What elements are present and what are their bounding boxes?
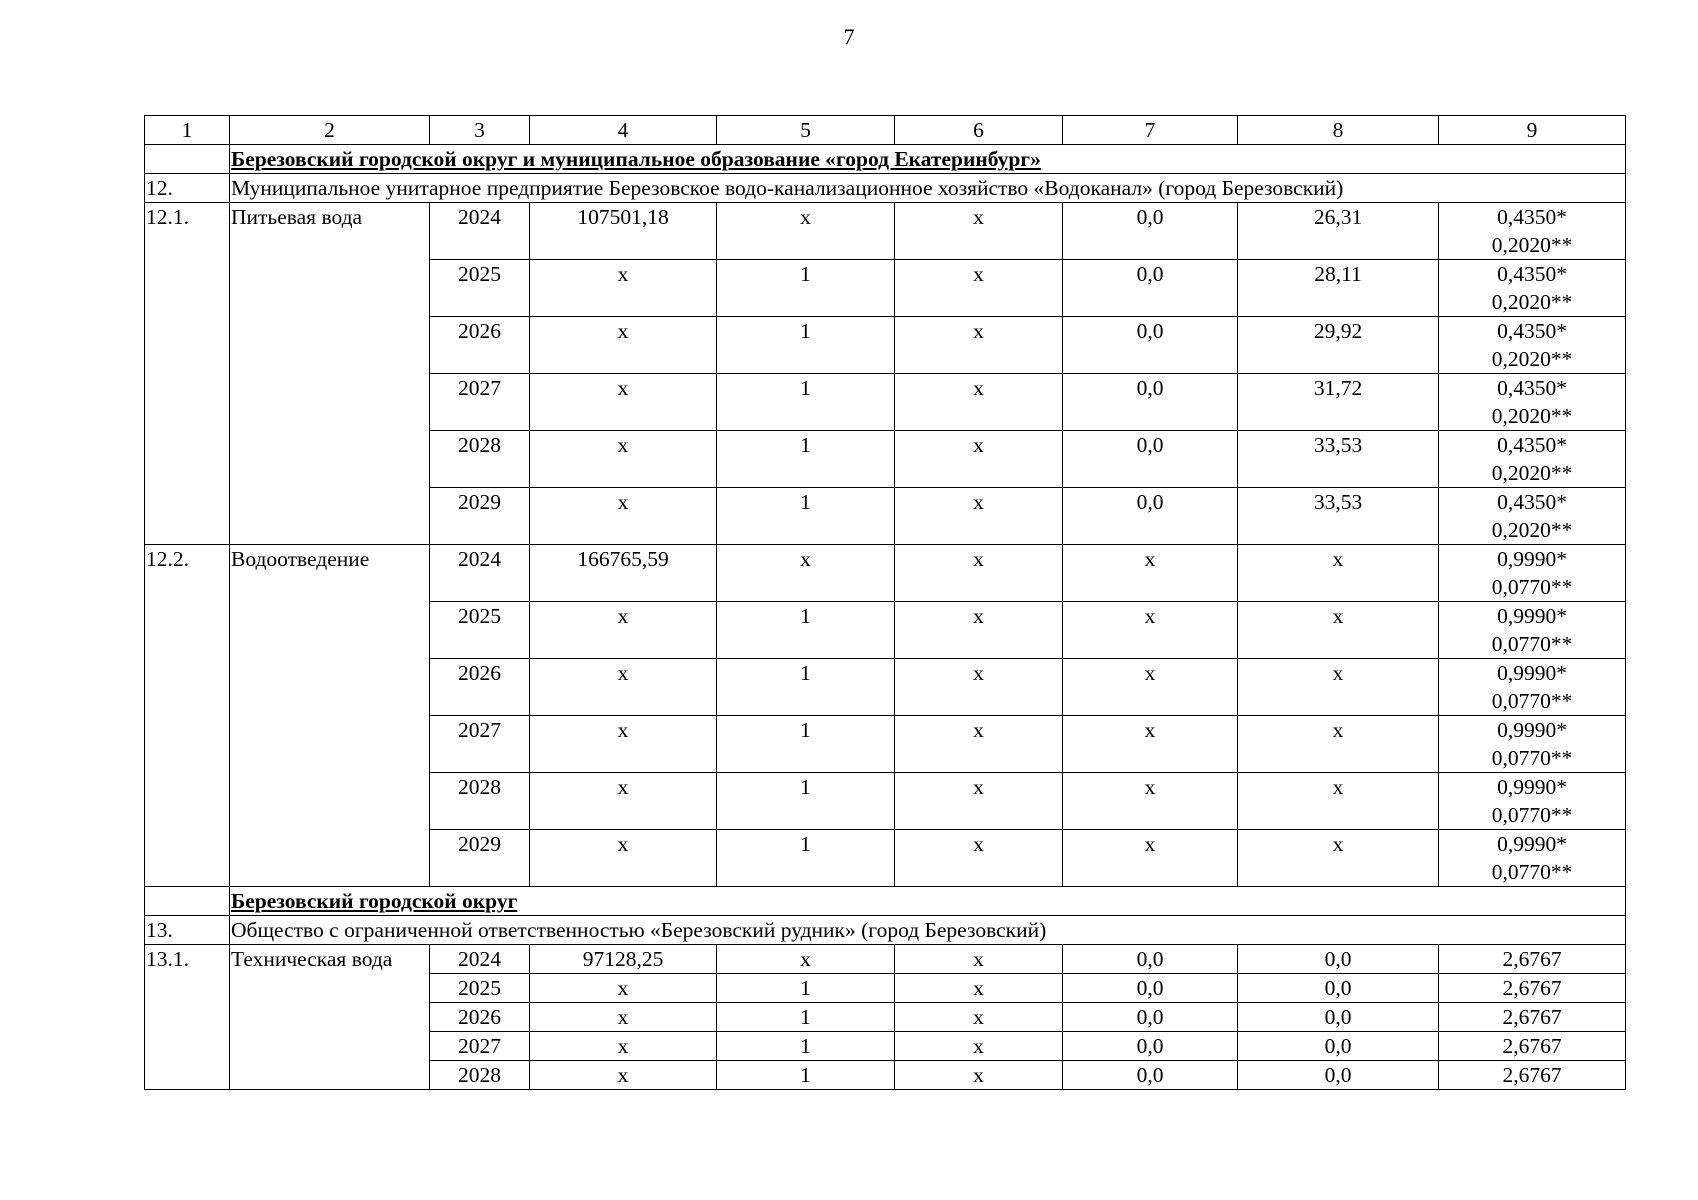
table-cell: x: [1063, 773, 1238, 830]
table-cell: 1: [717, 773, 895, 830]
rate-value-primary: 0,9990*: [1497, 775, 1567, 799]
table-cell: x: [895, 773, 1063, 830]
table-cell: 1: [717, 716, 895, 773]
table-cell: 0,0: [1063, 945, 1238, 974]
rate-value-primary: 0,4350*: [1497, 376, 1567, 400]
table-cell: 2026: [430, 317, 530, 374]
table-cell: x: [895, 1003, 1063, 1032]
header-row: [145, 116, 1626, 145]
item-name: Техническая вода: [230, 945, 430, 1090]
table-cell: 0,0: [1238, 1061, 1439, 1090]
table-cell: 26,31: [1238, 203, 1439, 260]
column-header: 2: [230, 116, 430, 145]
table-cell: 0,0: [1063, 203, 1238, 260]
rate-cell: [1439, 374, 1626, 431]
rate-value-secondary: 0,0770**: [1491, 689, 1573, 713]
table-cell: x: [530, 1032, 717, 1061]
rate-value-secondary: 0,2020**: [1491, 290, 1573, 314]
table-cell: 1: [717, 1003, 895, 1032]
table-cell: 2025: [430, 974, 530, 1003]
section-title: Березовский городской округ: [230, 887, 1626, 916]
column-header: 7: [1063, 116, 1238, 145]
table-cell: 33,53: [1238, 488, 1439, 545]
table-cell: 2029: [430, 830, 530, 887]
table-cell: x: [1238, 716, 1439, 773]
table-cell: 0,0: [1063, 260, 1238, 317]
table-cell: 0,0: [1063, 431, 1238, 488]
table-cell: [145, 887, 230, 916]
table-cell: 0,0: [1063, 1003, 1238, 1032]
rate-value-primary: 0,4350*: [1497, 262, 1567, 286]
rate-cell: [1439, 317, 1626, 374]
rate-value-secondary: 0,0770**: [1491, 575, 1573, 599]
table-cell: x: [530, 317, 717, 374]
table-cell: 2024: [430, 945, 530, 974]
column-header: 8: [1238, 116, 1439, 145]
section-title-row: [145, 887, 1626, 916]
rate-value-primary: 0,9990*: [1497, 832, 1567, 856]
table-cell: x: [895, 602, 1063, 659]
table-cell: 0,0: [1238, 945, 1439, 974]
rate-cell: [1439, 830, 1626, 887]
table-cell: 0,0: [1238, 974, 1439, 1003]
table-cell: x: [1063, 716, 1238, 773]
table-cell: 29,92: [1238, 317, 1439, 374]
item-number: 12.1.: [145, 203, 230, 545]
table-cell: 0,0: [1063, 1032, 1238, 1061]
table-cell: x: [1063, 602, 1238, 659]
table-cell: x: [895, 1061, 1063, 1090]
rate-value-secondary: 0,2020**: [1491, 233, 1573, 257]
table-cell: x: [530, 974, 717, 1003]
table-cell: 166765,59: [530, 545, 717, 602]
rate-cell: [1439, 545, 1626, 602]
table-cell: x: [895, 1032, 1063, 1061]
item-name: Водоотведение: [230, 545, 430, 887]
table-cell: 2026: [430, 659, 530, 716]
table-cell: x: [895, 945, 1063, 974]
table-cell: 31,72: [1238, 374, 1439, 431]
table-cell: 107501,18: [530, 203, 717, 260]
table-cell: 0,0: [1063, 974, 1238, 1003]
table-cell: 1: [717, 974, 895, 1003]
column-header: 3: [430, 116, 530, 145]
table-cell: x: [530, 431, 717, 488]
table-cell: x: [895, 431, 1063, 488]
table-cell: x: [1063, 830, 1238, 887]
table-row: [145, 203, 1626, 260]
rate-value-primary: 0,9990*: [1497, 718, 1567, 742]
table-cell: 1: [717, 602, 895, 659]
rate-cell: [1439, 260, 1626, 317]
item-number: 13.1.: [145, 945, 230, 1090]
column-header: 5: [717, 116, 895, 145]
organization-number: 12.: [145, 174, 230, 203]
table-cell: x: [530, 602, 717, 659]
column-header: 1: [145, 116, 230, 145]
column-header: 9: [1439, 116, 1626, 145]
rate-cell: [1439, 488, 1626, 545]
table-cell: x: [895, 260, 1063, 317]
table-cell: x: [1238, 659, 1439, 716]
table-cell: x: [717, 203, 895, 260]
column-header: 4: [530, 116, 717, 145]
rate-value-secondary: 0,2020**: [1491, 518, 1573, 542]
table-cell: 97128,25: [530, 945, 717, 974]
table-cell: x: [895, 374, 1063, 431]
table-cell: x: [1238, 545, 1439, 602]
table-cell: 2028: [430, 1061, 530, 1090]
table-cell: 2024: [430, 203, 530, 260]
table-row: [145, 945, 1626, 974]
rate-cell: [1439, 203, 1626, 260]
table-cell: 28,11: [1238, 260, 1439, 317]
section-title: Березовский городской округ и муниципальное образование «город Екатеринбург»: [230, 145, 1626, 174]
rate-cell: 2,6767: [1439, 1032, 1626, 1061]
table-cell: x: [1063, 659, 1238, 716]
table-cell: x: [717, 545, 895, 602]
table-cell: x: [1063, 545, 1238, 602]
table-cell: 2029: [430, 488, 530, 545]
table-cell: 2026: [430, 1003, 530, 1032]
table-cell: 0,0: [1063, 1061, 1238, 1090]
section-title-row: [145, 145, 1626, 174]
table-cell: x: [530, 374, 717, 431]
rate-value-primary: 0,9990*: [1497, 661, 1567, 685]
table-cell: 1: [717, 317, 895, 374]
item-number: 12.2.: [145, 545, 230, 887]
table-cell: 0,0: [1238, 1032, 1439, 1061]
rate-cell: [1439, 716, 1626, 773]
table-cell: x: [895, 545, 1063, 602]
table-cell: 1: [717, 830, 895, 887]
page-number: 7: [843, 24, 855, 49]
table-cell: x: [530, 488, 717, 545]
table-cell: x: [895, 203, 1063, 260]
table-cell: x: [895, 716, 1063, 773]
organization-number: 13.: [145, 916, 230, 945]
table-cell: x: [530, 830, 717, 887]
rate-value-secondary: 0,2020**: [1491, 347, 1573, 371]
rate-cell: 2,6767: [1439, 945, 1626, 974]
table-row: [145, 545, 1626, 602]
table-cell: 0,0: [1063, 317, 1238, 374]
table-cell: 2025: [430, 602, 530, 659]
rate-value-secondary: 0,0770**: [1491, 746, 1573, 770]
table-cell: x: [1238, 830, 1439, 887]
rate-value-secondary: 0,0770**: [1491, 803, 1573, 827]
rate-value-secondary: 0,2020**: [1491, 461, 1573, 485]
rate-cell: [1439, 659, 1626, 716]
table-cell: 1: [717, 431, 895, 488]
table-cell: x: [530, 716, 717, 773]
column-header: 6: [895, 116, 1063, 145]
rate-value-primary: 0,4350*: [1497, 319, 1567, 343]
rate-cell: [1439, 602, 1626, 659]
table-cell: 2025: [430, 260, 530, 317]
table-cell: 0,0: [1238, 1003, 1439, 1032]
table-cell: 2027: [430, 1032, 530, 1061]
rate-cell: [1439, 431, 1626, 488]
table-cell: x: [530, 260, 717, 317]
organization-name: Общество с ограниченной ответственностью «Березовский рудник» (город Березовский): [230, 916, 1626, 945]
table-cell: [145, 145, 230, 174]
organization-row: [145, 174, 1626, 203]
table-cell: 1: [717, 659, 895, 716]
table-cell: 2027: [430, 374, 530, 431]
table-cell: 0,0: [1063, 374, 1238, 431]
table-cell: 0,0: [1063, 488, 1238, 545]
table-cell: 2028: [430, 431, 530, 488]
table-cell: 1: [717, 1032, 895, 1061]
rate-value-primary: 0,9990*: [1497, 604, 1567, 628]
table-cell: x: [895, 974, 1063, 1003]
organization-row: [145, 916, 1626, 945]
table-cell: 1: [717, 374, 895, 431]
rate-value-primary: 0,4350*: [1497, 433, 1567, 457]
table-cell: x: [895, 488, 1063, 545]
table-cell: x: [530, 1003, 717, 1032]
item-name: Питьевая вода: [230, 203, 430, 545]
rate-cell: 2,6767: [1439, 1003, 1626, 1032]
table-cell: 2027: [430, 716, 530, 773]
table-cell: 1: [717, 260, 895, 317]
rate-value-secondary: 0,2020**: [1491, 404, 1573, 428]
rate-cell: 2,6767: [1439, 1061, 1626, 1090]
table-cell: x: [895, 830, 1063, 887]
organization-name: Муниципальное унитарное предприятие Березовское водо-канализационное хозяйство «Водоканал» (город Березовский): [230, 174, 1626, 203]
rate-value-primary: 0,9990*: [1497, 547, 1567, 571]
table-cell: 33,53: [1238, 431, 1439, 488]
rate-cell: [1439, 773, 1626, 830]
rate-value-primary: 0,4350*: [1497, 490, 1567, 514]
table-cell: 1: [717, 1061, 895, 1090]
rate-value-secondary: 0,0770**: [1491, 860, 1573, 884]
table-cell: x: [1238, 773, 1439, 830]
table-cell: x: [530, 659, 717, 716]
table-cell: x: [895, 659, 1063, 716]
table-cell: x: [1238, 602, 1439, 659]
table-cell: x: [530, 1061, 717, 1090]
rate-value-primary: 0,4350*: [1497, 205, 1567, 229]
table-cell: 2028: [430, 773, 530, 830]
table-cell: x: [530, 773, 717, 830]
rate-cell: 2,6767: [1439, 974, 1626, 1003]
table-cell: x: [895, 317, 1063, 374]
table-cell: 2024: [430, 545, 530, 602]
rate-value-secondary: 0,0770**: [1491, 632, 1573, 656]
tariff-table: [144, 115, 1626, 1090]
table-cell: 1: [717, 488, 895, 545]
table-cell: x: [717, 945, 895, 974]
